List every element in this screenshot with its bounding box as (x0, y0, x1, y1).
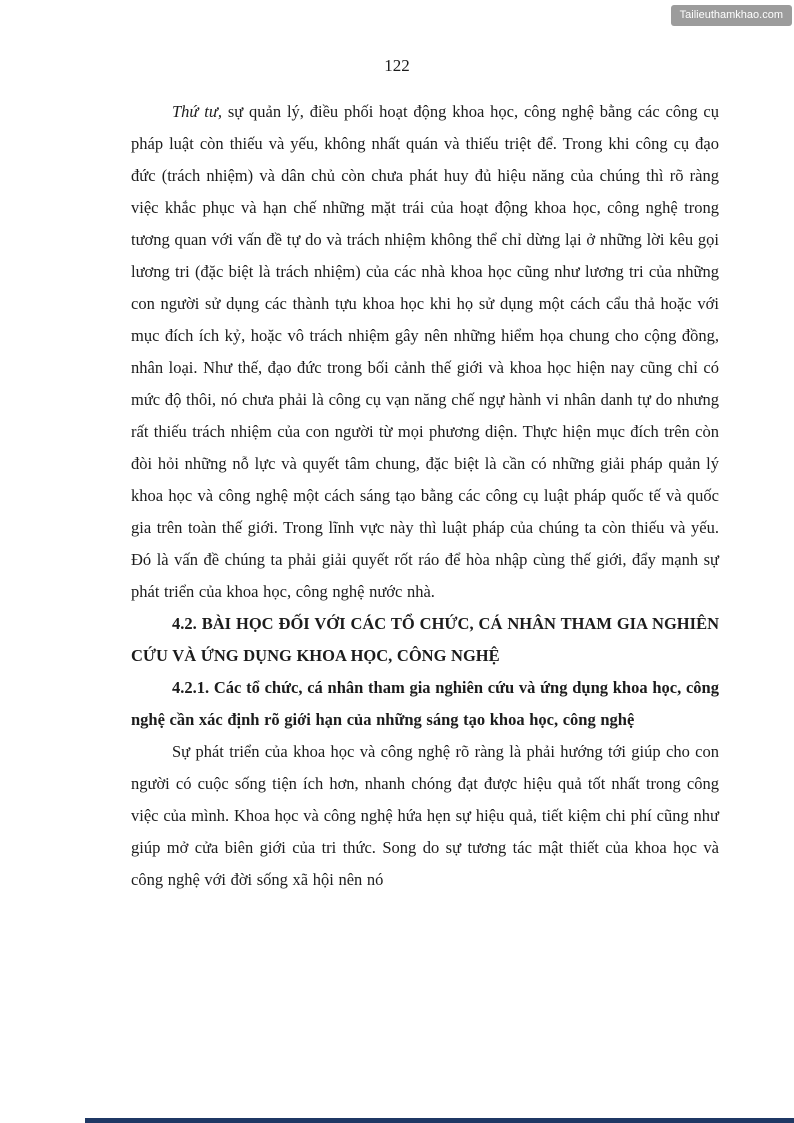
section-heading: 4.2. BÀI HỌC ĐỐI VỚI CÁC TỔ CHỨC, CÁ NHÂN THAM GIA NGHIÊN CỨU VÀ ỨNG DỤNG KHOA HỌC, CÔNG NGHỆ (131, 614, 719, 665)
paragraph-1-lead-italic: Thứ tư, (172, 102, 222, 121)
paragraph-2: Sự phát triển của khoa học và công nghệ rõ ràng là phải hướng tới giúp cho con người có cuộc sống tiện ích hơn, nhanh chóng đạt được hiệu quả tốt nhất trong công việc của mình. Khoa học và công nghệ hứa hẹn sự hiệu quả, tiết kiệm chi phí cũng như giúp mở cửa biên giới của tri thức. Song do sự tương tác mật thiết của khoa học và công nghệ với đời sống xã hội nên nó (131, 742, 719, 889)
paragraph-1-text: sự quản lý, điều phối hoạt động khoa học, công nghệ bằng các công cụ pháp luật còn thiếu và yếu, không nhất quán và thiếu triệt để. Trong khi công cụ đạo đức (trách nhiệm) và dân chủ còn chưa phát huy đủ hiệu năng của chúng thì rõ ràng việc khắc phục và hạn chế những mặt trái của hoạt động khoa học, công nghệ trong tương quan với vấn đề tự do và trách nhiệm không thể chỉ dừng lại ở những lời kêu gọi lương tri (đặc biệt là trách nhiệm) của các nhà khoa học cũng như lương tri của những con người sử dụng các thành tựu khoa học khi họ sử dụng một cách cẩu thả hoặc với mục đích ích kỷ, hoặc vô trách nhiệm gây nên những hiểm họa chung cho cộng đồng, nhân loại. Như thế, đạo đức trong bối cảnh thế giới và khoa học hiện nay cũng chỉ có mức độ thôi, nó chưa phải là công cụ vạn năng chế ngự hành vi nhân danh tự do nhưng rất thiếu trách nhiệm của con người từ mọi phương diện. Thực hiện mục đích trên còn đòi hỏi những nỗ lực và quyết tâm chung, đặc biệt là cần có những giải pháp quản lý khoa học và công nghệ một cách sáng tạo bằng các công cụ luật pháp quốc tế và quốc gia trên toàn thế giới. Trong lĩnh vực này thì luật pháp của chúng ta còn thiếu và yếu. Đó là vấn đề chúng ta phải giải quyết rốt ráo để hòa nhập cùng thế giới, đẩy mạnh sự phát triển của khoa học, công nghệ nước nhà. (131, 102, 720, 601)
footer-bar (85, 1118, 794, 1123)
paragraph-1 (131, 96, 719, 608)
subsection-heading: 4.2.1. Các tổ chức, cá nhân tham gia nghiên cứu và ứng dụng khoa học, công nghệ cần xác định rõ giới hạn của những sáng tạo khoa học, công nghệ (131, 678, 719, 729)
document-content (131, 96, 719, 896)
page-number: 122 (384, 56, 410, 75)
watermark-text: Tailieuthamkhao.com (679, 9, 783, 21)
watermark-badge (671, 5, 792, 26)
